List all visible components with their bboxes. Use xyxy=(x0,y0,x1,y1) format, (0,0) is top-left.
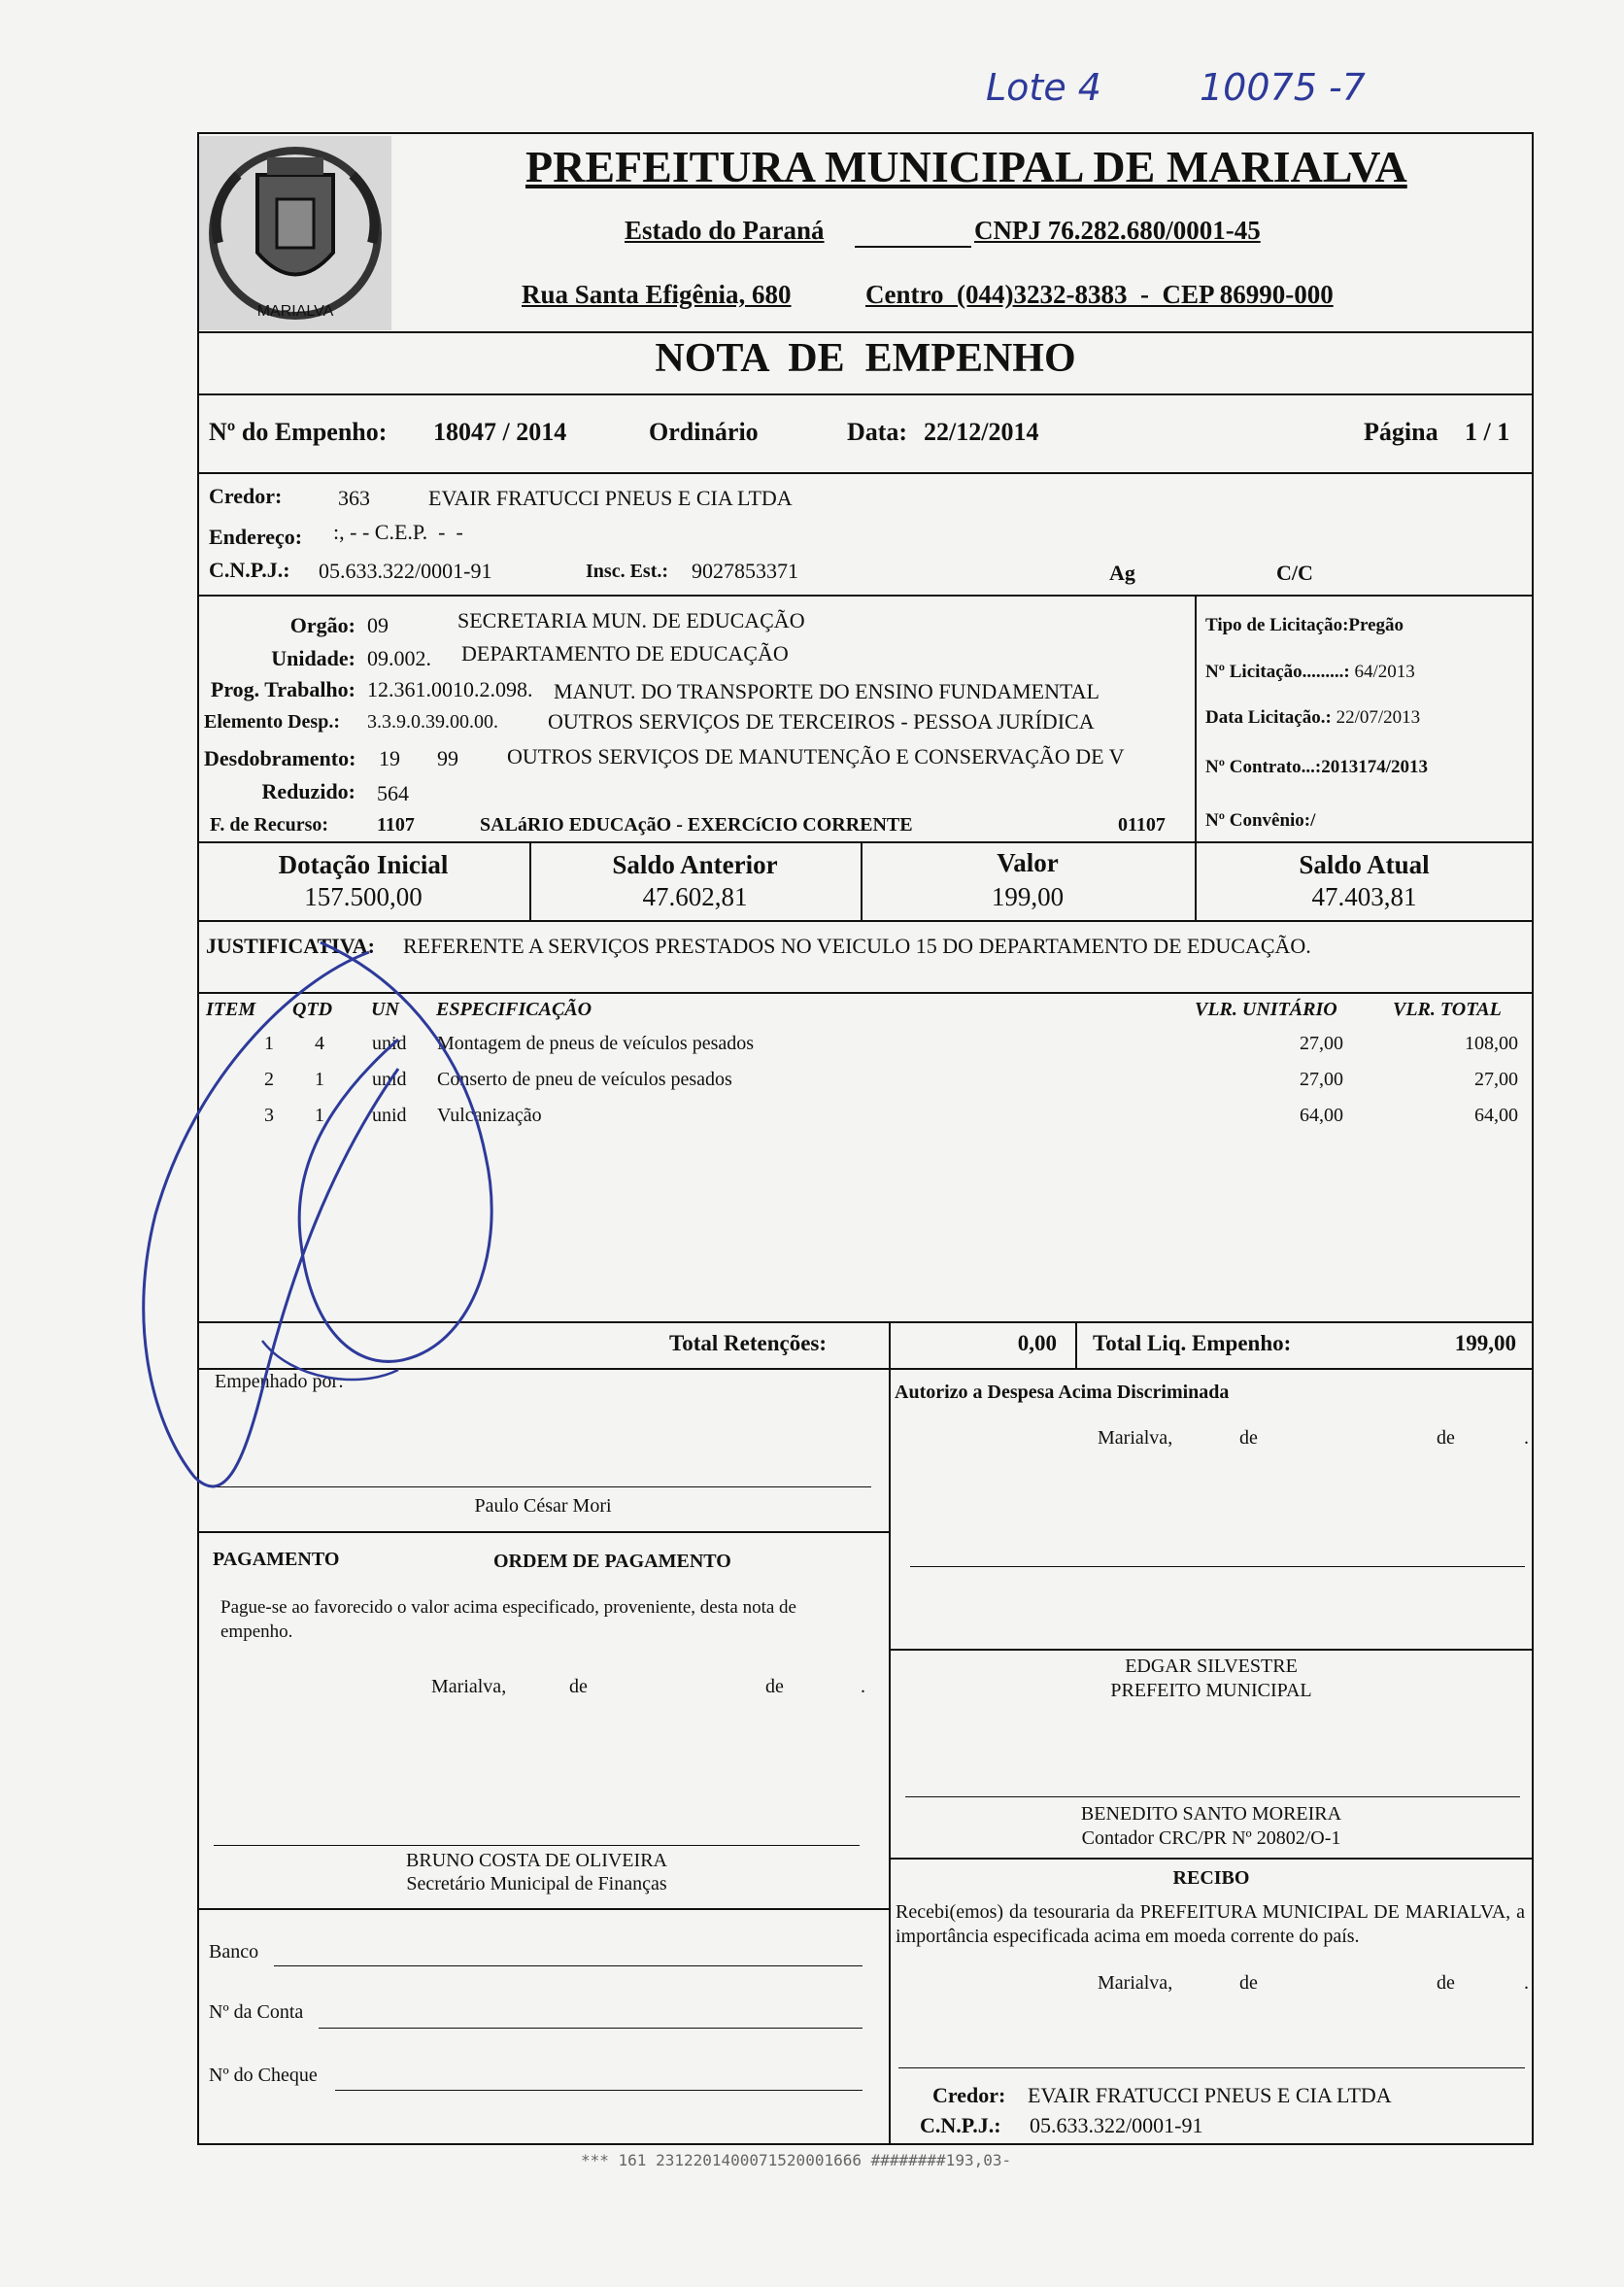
item-qtd: 1 xyxy=(315,1105,324,1126)
insc-label: Insc. Est.: xyxy=(586,561,669,582)
recibo-de1: de xyxy=(1239,1972,1258,1994)
convenio: Nº Convênio:/ xyxy=(1205,810,1316,831)
contador-name: BENEDITO SANTO MOREIRA xyxy=(1080,1803,1342,1825)
underline xyxy=(855,246,971,248)
endereco-label: Endereço: xyxy=(209,525,303,549)
divider xyxy=(889,1858,1534,1860)
credor-code: 363 xyxy=(338,486,370,510)
item-spec: Vulcanização xyxy=(437,1105,542,1126)
desdobramento-code2: 99 xyxy=(437,746,458,770)
handwritten-signature xyxy=(117,923,622,1525)
item-number: 1 xyxy=(264,1033,274,1054)
reduzido-value: 564 xyxy=(377,781,409,805)
cnpj-label: C.N.P.J.: xyxy=(209,558,290,582)
desdobramento-label: Desdobramento: xyxy=(204,746,356,770)
page-label: Página xyxy=(1364,418,1438,446)
insc-value: 9027853371 xyxy=(692,559,798,583)
state-label: Estado do Paraná xyxy=(625,216,825,245)
item-un: unid xyxy=(372,1069,407,1090)
dotacao-value: 157.500,00 xyxy=(304,882,423,911)
signature-line xyxy=(898,2067,1525,2068)
saldo-anterior-value: 47.602,81 xyxy=(642,882,748,911)
item-un: unid xyxy=(372,1105,407,1126)
footer-cnpj-label: C.N.P.J.: xyxy=(920,2113,1001,2137)
elemento-label: Elemento Desp.: xyxy=(204,711,340,733)
recurso-label: F. de Recurso: xyxy=(210,814,329,836)
contrato: Nº Contrato...:2013174/2013 xyxy=(1205,757,1428,777)
autorizo-label: Autorizo a Despesa Acima Discriminada xyxy=(895,1382,1230,1403)
empenho-type: Ordinário xyxy=(649,418,759,446)
licitacao-number: 64/2013 xyxy=(1354,662,1415,682)
autorizo-de2: de xyxy=(1437,1427,1455,1449)
pagamento-text: Pague-se ao favorecido o valor acima especificado, proveniente, desta nota de empenho. xyxy=(220,1597,796,1642)
prog-code: 12.361.0010.2.098. xyxy=(367,677,533,701)
saldo-atual-value: 47.403,81 xyxy=(1311,882,1417,911)
ordem-label: ORDEM DE PAGAMENTO xyxy=(493,1551,731,1572)
pagamento-label: PAGAMENTO xyxy=(213,1549,340,1570)
recibo-dot: . xyxy=(1524,1972,1529,1994)
autorizo-city: Marialva, xyxy=(1098,1427,1173,1449)
empenhado-label: Empenhado por: xyxy=(215,1371,344,1392)
item-un: unid xyxy=(372,1033,407,1054)
unidade-code: 09.002. xyxy=(367,646,431,670)
cnpj-header: CNPJ 76.282.680/0001-45 xyxy=(974,216,1261,245)
credor-name: EVAIR FRATUCCI PNEUS E CIA LTDA xyxy=(428,486,793,510)
divider xyxy=(197,1908,890,1910)
footer-cnpj-value: 05.633.322/0001-91 xyxy=(1030,2113,1203,2137)
svg-text:MARIALVA: MARIALVA xyxy=(256,303,334,320)
footer-credor-label: Credor: xyxy=(932,2083,1006,2107)
prog-label: Prog. Trabalho: xyxy=(210,677,355,701)
divider xyxy=(1075,1321,1077,1370)
divider xyxy=(889,1649,1534,1651)
page-number: 1 / 1 xyxy=(1465,418,1510,446)
document-title: NOTA DE EMPENHO xyxy=(655,336,1076,381)
recurso-code: 1107 xyxy=(377,814,415,836)
elemento-name: OUTROS SERVIÇOS DE TERCEIROS - PESSOA JURÍDICA xyxy=(548,709,1095,734)
divider xyxy=(1195,595,1197,843)
orgao-name: SECRETARIA MUN. DE EDUCAÇÃO xyxy=(457,608,805,632)
licitacao-number-label: Nº Licitação.........: xyxy=(1205,662,1350,682)
cheque-label: Nº do Cheque xyxy=(209,2065,318,2086)
prefeito-role: PREFEITO MUNICIPAL xyxy=(1110,1680,1312,1701)
recibo-city: Marialva, xyxy=(1098,1972,1173,1994)
table-row: 3 1 unid Vulcanização 64,00 64,00 xyxy=(264,1105,1518,1126)
col-un: UN xyxy=(371,999,399,1020)
date-label: Data: xyxy=(847,418,908,446)
divider xyxy=(197,1531,890,1533)
divider xyxy=(889,1368,891,2145)
crest-logo xyxy=(199,136,391,330)
autorizo-de1: de xyxy=(1239,1427,1258,1449)
item-number: 2 xyxy=(264,1069,274,1090)
col-item: ITEM xyxy=(206,999,256,1020)
signature-line xyxy=(910,1566,1525,1567)
empenhado-name: Paulo César Mori xyxy=(474,1495,612,1517)
item-spec: Montagem de pneus de veículos pesados xyxy=(437,1033,755,1054)
justificativa-label: JUSTIFICATIVA: xyxy=(206,934,376,958)
desdobramento-name: OUTROS SERVIÇOS DE MANUTENÇÃO E CONSERVAÇÃO DE V xyxy=(507,744,1125,768)
dotacao-label: Dotação Inicial xyxy=(278,850,449,879)
address: Rua Santa Efigênia, 680 xyxy=(522,280,792,309)
pagamento-de1: de xyxy=(569,1676,588,1697)
page-title: PREFEITURA MUNICIPAL DE MARIALVA xyxy=(525,142,1407,191)
elemento-code: 3.3.9.0.39.00.00. xyxy=(367,711,498,733)
reduzido-label: Reduzido: xyxy=(261,779,355,803)
item-number: 3 xyxy=(264,1105,274,1126)
justificativa-text: REFERENTE A SERVIÇOS PRESTADOS NO VEICULO 15 DO DEPARTAMENTO DE EDUCAÇÃO. xyxy=(403,934,1311,958)
footer-credor-name: EVAIR FRATUCCI PNEUS E CIA LTDA xyxy=(1028,2083,1392,2107)
col-unit: VLR. UNITÁRIO xyxy=(1195,999,1337,1020)
conta-label: Nº da Conta xyxy=(209,2001,304,2023)
recurso-name: SALáRIO EDUCAçãO - EXERCíCIO CORRENTE xyxy=(480,814,913,836)
prefeito-name: EDGAR SILVESTRE xyxy=(1125,1656,1298,1677)
pagamento-dot: . xyxy=(861,1676,865,1697)
item-qtd: 1 xyxy=(315,1069,324,1090)
licitacao-date-label: Data Licitação.: xyxy=(1205,707,1332,728)
cheque-field[interactable] xyxy=(335,2090,863,2091)
handwritten-number: 10075 -7 xyxy=(1200,66,1366,109)
item-qtd: 4 xyxy=(315,1033,324,1054)
district-phone-cep: Centro (044)3232-8383 - CEP 86990-000 xyxy=(865,280,1334,309)
valor-label: Valor xyxy=(997,848,1059,877)
ag-label: Ag xyxy=(1109,561,1135,585)
signature-line xyxy=(905,1796,1520,1797)
recurso-code2: 01107 xyxy=(1118,814,1166,836)
credor-label: Credor: xyxy=(209,484,283,508)
recibo-de2: de xyxy=(1437,1972,1455,1994)
banco-field[interactable] xyxy=(274,1965,863,1966)
saldo-anterior-label: Saldo Anterior xyxy=(612,850,778,879)
saldo-atual-label: Saldo Atual xyxy=(1299,850,1430,879)
recibo-label: RECIBO xyxy=(1172,1867,1250,1889)
col-spec: ESPECIFICAÇÃO xyxy=(436,999,592,1020)
prog-name: MANUT. DO TRANSPORTE DO ENSINO FUNDAMENTAL xyxy=(554,679,1100,703)
table-row: 1 4 unid Montagem de pneus de veículos pesados 27,00 108,00 xyxy=(264,1033,1518,1054)
desdobramento-code1: 19 xyxy=(379,746,400,770)
cnpj-value: 05.633.322/0001-91 xyxy=(319,559,492,583)
orgao-label: Orgão: xyxy=(289,613,355,637)
signature-line xyxy=(214,1845,860,1846)
conta-field[interactable] xyxy=(319,2028,863,2029)
autorizo-dot: . xyxy=(1524,1427,1529,1449)
endereco-value: :, - - C.E.P. - - xyxy=(333,520,463,544)
barcode-text: *** 161 2312201400071520001666 ########193,03- xyxy=(581,2151,1012,2169)
tipo-licitacao: Tipo de Licitação:Pregão xyxy=(1205,615,1404,635)
unidade-label: Unidade: xyxy=(271,646,355,670)
cc-label: C/C xyxy=(1276,561,1313,585)
empenho-label: Nº do Empenho: xyxy=(209,418,388,446)
empenho-date: 22/12/2014 xyxy=(924,418,1039,446)
liq-label: Total Liq. Empenho: xyxy=(1093,1331,1292,1355)
pagamento-city: Marialva, xyxy=(431,1676,507,1697)
col-qtd: QTD xyxy=(292,999,333,1020)
retencoes-value: 0,00 xyxy=(1017,1331,1057,1355)
liq-value: 199,00 xyxy=(1454,1331,1516,1355)
secretario-role: Secretário Municipal de Finanças xyxy=(406,1873,667,1894)
item-spec: Conserto de pneu de veículos pesados xyxy=(437,1069,732,1090)
orgao-code: 09 xyxy=(367,613,389,637)
banco-label: Banco xyxy=(209,1941,259,1963)
empenho-number: 18047 / 2014 xyxy=(433,418,567,446)
recibo-text: Recebi(emos) da tesouraria da PREFEITURA MUNICIPAL DE MARIALVA, a importância especificada acima em moeda corrente do país. xyxy=(896,1901,1525,1947)
retencoes-label: Total Retenções: xyxy=(669,1331,828,1355)
unidade-name: DEPARTAMENTO DE EDUCAÇÃO xyxy=(461,641,789,666)
table-row: 2 1 unid Conserto de pneu de veículos pesados 27,00 27,00 xyxy=(264,1069,1518,1090)
contador-role: Contador CRC/PR Nº 20802/O-1 xyxy=(1081,1827,1341,1849)
secretario-name: BRUNO COSTA DE OLIVEIRA xyxy=(406,1850,667,1871)
licitacao-date: 22/07/2013 xyxy=(1336,707,1421,728)
col-total: VLR. TOTAL xyxy=(1393,999,1502,1020)
pagamento-de2: de xyxy=(765,1676,784,1697)
valor-value: 199,00 xyxy=(991,882,1065,911)
handwritten-lot: Lote 4 xyxy=(986,66,1101,109)
